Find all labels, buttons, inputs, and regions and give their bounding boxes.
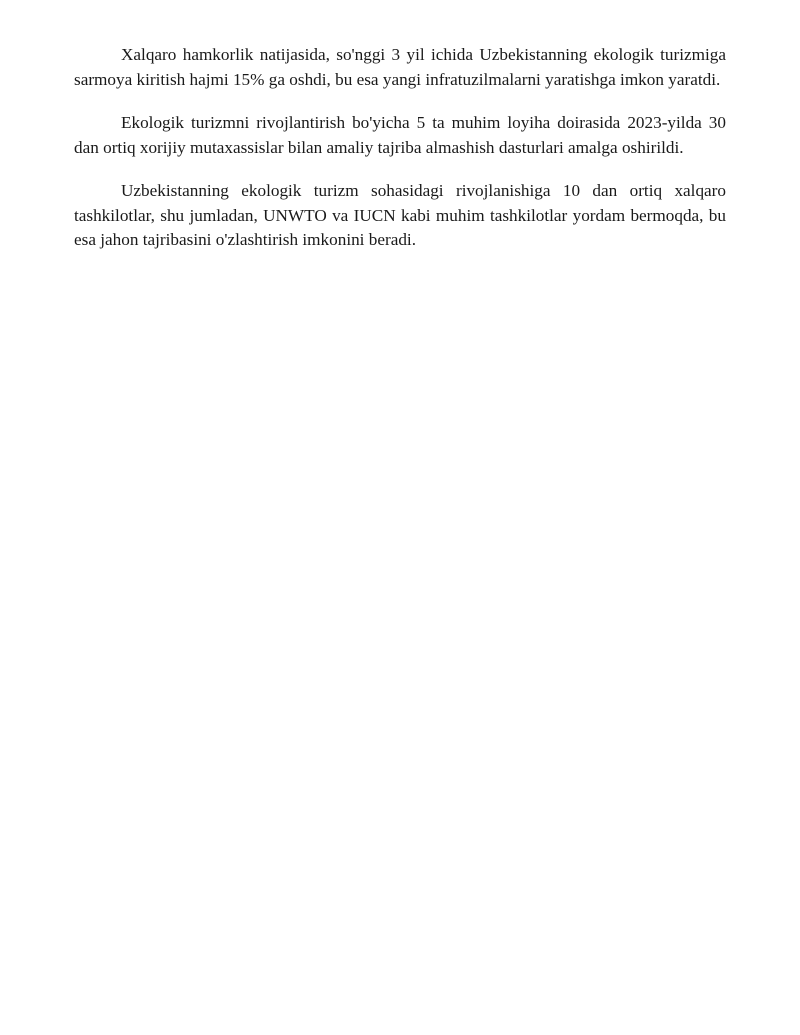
paragraph-projects: Ekologik turizmni rivojlantirish bo'yicha 5 ta muhim loyiha doirasida 2023-yilda 30 dan ortiq xorijiy mutaxassislar bilan amaliy tajriba almashish dasturlari amalga oshirildi. [74,113,726,157]
paragraph-organizations: Uzbekistanning ekologik turizm sohasidagi rivojlanishiga 10 dan ortiq xalqaro tashkilotlar, shu jumladan, UNWTO va IUCN kabi muhim tashkilotlar yordam bermoqda, bu esa jahon tajribasini o'zlashtirish imkonini beradi. [74,181,726,249]
paragraph-investment: Xalqaro hamkorlik natijasida, so'nggi 3 yil ichida Uzbekistanning ekologik turizmiga sarmoya kiritish hajmi 15% ga oshdi, bu esa yangi infratuzilmalarni yaratishga imkon yaratdi. [74,45,726,89]
document-body [74,43,726,272]
